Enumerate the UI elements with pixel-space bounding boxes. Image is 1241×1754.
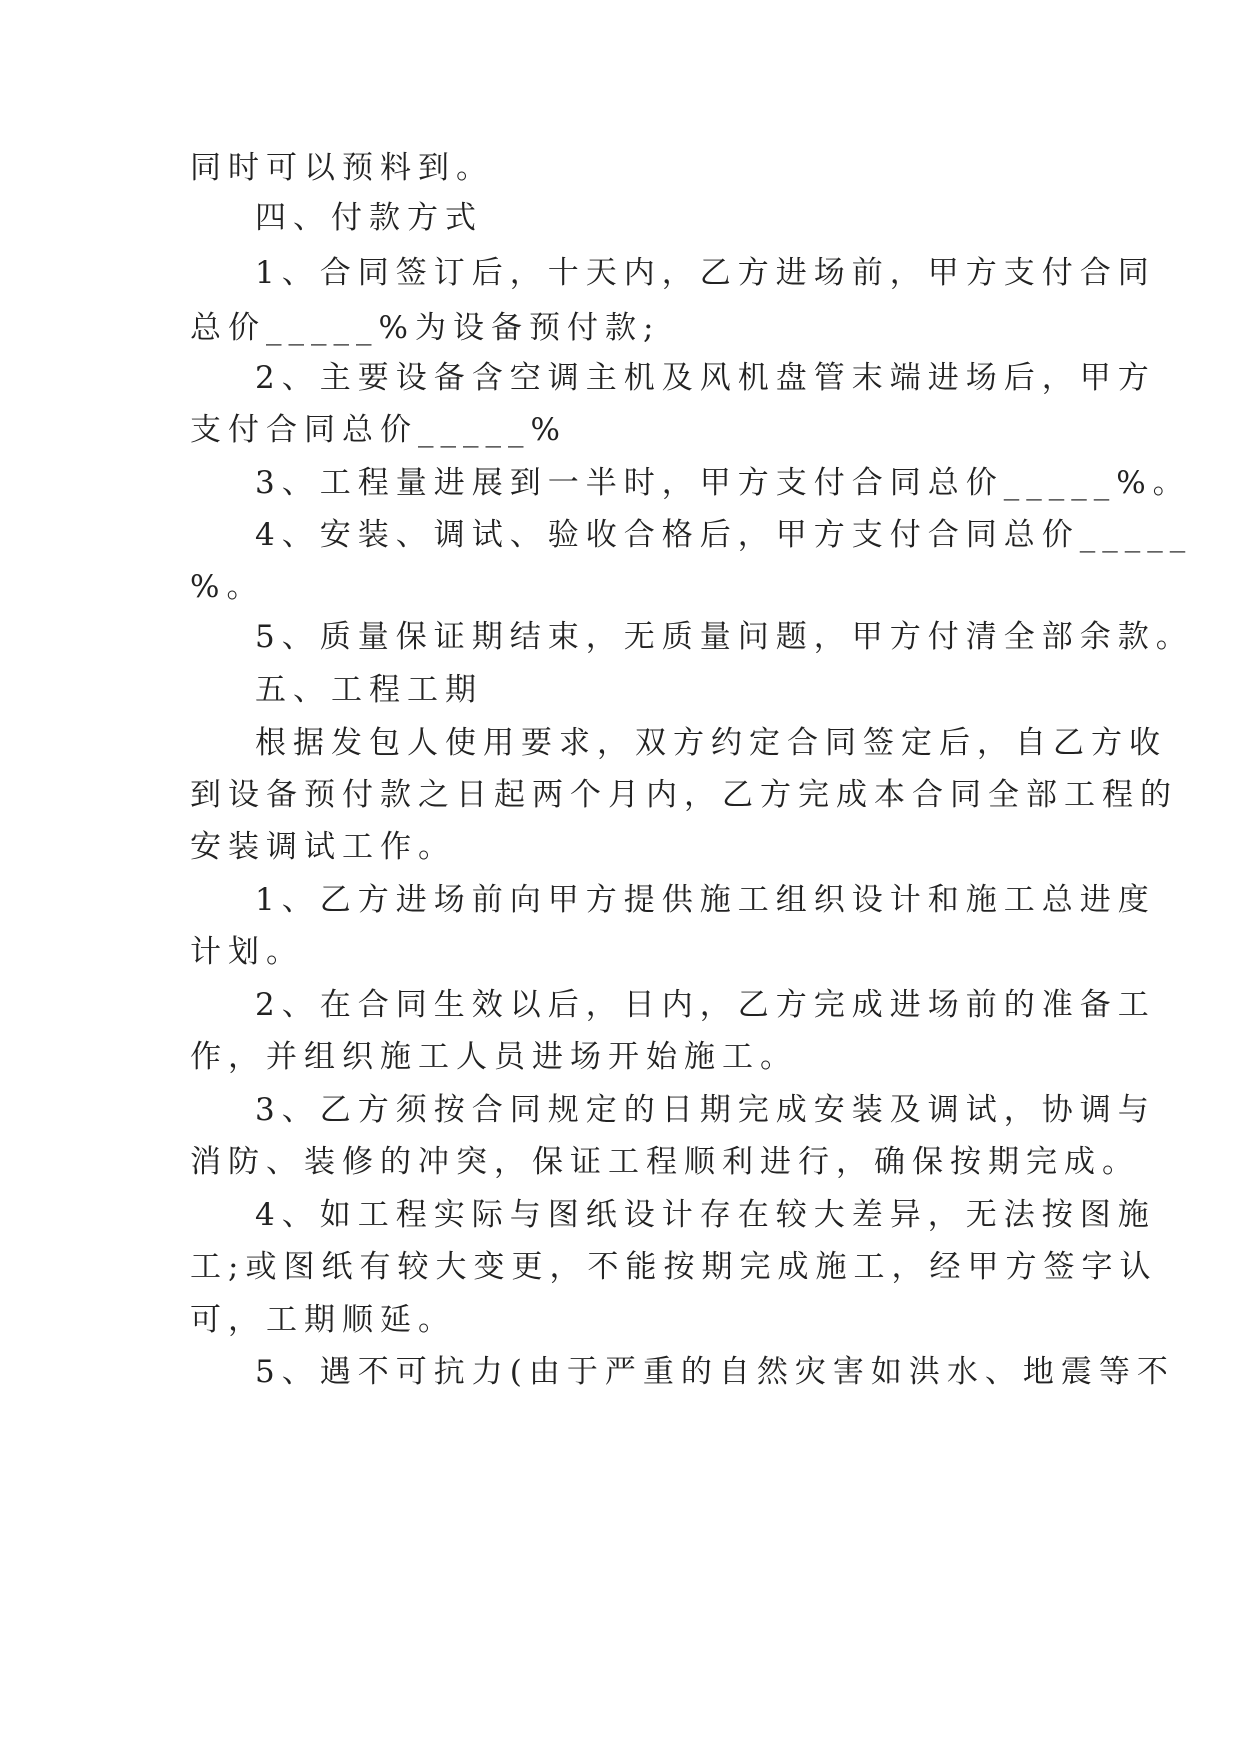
paragraph-line: %。 <box>190 569 265 605</box>
paragraph-line: 1、合同签订后，十天内，乙方进场前，甲方支付合同 <box>255 255 1156 291</box>
paragraph-line: 2、主要设备含空调主机及风机盘管末端进场后，甲方 <box>255 360 1156 396</box>
paragraph-line: 同时可以预料到。 <box>190 150 494 186</box>
paragraph-line: 工;或图纸有较大变更，不能按期完成施工，经甲方签字认 <box>190 1249 1158 1285</box>
paragraph-line: 2、在合同生效以后，日内，乙方完成进场前的准备工 <box>255 987 1156 1023</box>
paragraph-line: 4、安装、调试、验收合格后，甲方支付合同总价_____ <box>255 517 1193 553</box>
paragraph-line: 3、工程量进展到一半时，甲方支付合同总价_____%。 <box>255 465 1191 501</box>
section-heading-schedule: 五、工程工期 <box>255 672 483 708</box>
paragraph-line: 安装调试工作。 <box>190 829 456 865</box>
paragraph-line: 可，工期顺延。 <box>190 1302 456 1338</box>
section-heading-payment: 四、付款方式 <box>255 200 483 236</box>
paragraph-line: 4、如工程实际与图纸设计存在较大差异，无法按图施 <box>255 1197 1156 1233</box>
paragraph-line: 消防、装修的冲突，保证工程顺利进行，确保按期完成。 <box>190 1144 1140 1180</box>
paragraph-line: 5、遇不可抗力(由于严重的自然灾害如洪水、地震等不 <box>255 1354 1175 1390</box>
paragraph-line: 根据发包人使用要求，双方约定合同签定后，自乙方收 <box>255 725 1167 761</box>
paragraph-line: 总价_____%为设备预付款; <box>190 310 661 346</box>
paragraph-line: 作，并组织施工人员进场开始施工。 <box>190 1039 798 1075</box>
paragraph-line: 到设备预付款之日起两个月内，乙方完成本合同全部工程的 <box>190 777 1178 813</box>
paragraph-line: 计划。 <box>190 934 304 970</box>
paragraph-line: 3、乙方须按合同规定的日期完成安装及调试，协调与 <box>255 1092 1156 1128</box>
paragraph-line: 1、乙方进场前向甲方提供施工组织设计和施工总进度 <box>255 882 1156 918</box>
paragraph-line: 支付合同总价_____% <box>190 412 567 448</box>
paragraph-line: 5、质量保证期结束，无质量问题，甲方付清全部余款。 <box>255 619 1194 655</box>
